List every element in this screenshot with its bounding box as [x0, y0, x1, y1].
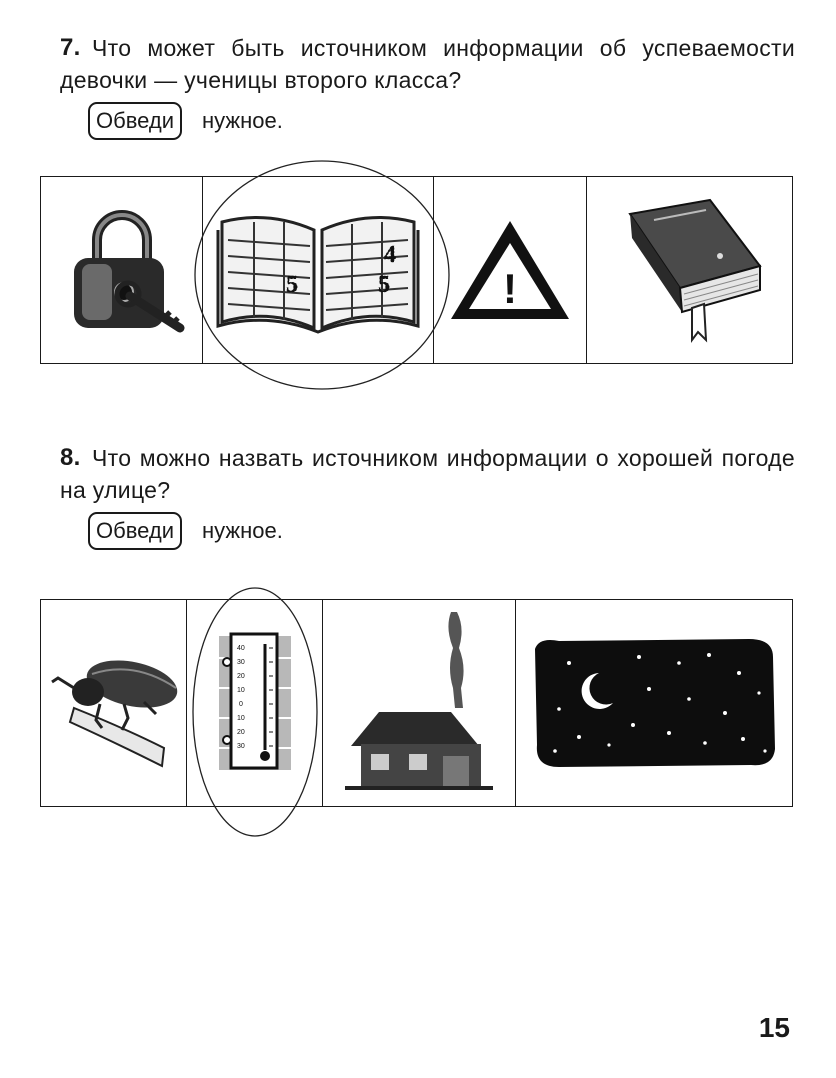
page-number: 15 [758, 1012, 790, 1043]
padlock-with-key-icon [52, 200, 192, 340]
instruction [88, 512, 795, 550]
exclamation-mark: ! [503, 265, 517, 312]
option-night-sky[interactable] [516, 600, 792, 806]
task-7-question [60, 32, 795, 96]
option-thermometer[interactable] [187, 600, 323, 806]
instruction [88, 102, 795, 140]
beetle-icon [44, 638, 184, 768]
scale-label: 30 [236, 743, 245, 750]
option-school-diary[interactable] [203, 177, 434, 363]
night-sky-icon [529, 633, 779, 773]
option-book[interactable] [587, 177, 792, 363]
instruction-keyword-box: Обведи [88, 102, 182, 140]
instruction-keyword-box: Обведи [88, 512, 182, 550]
scale-label: 0 [238, 701, 243, 708]
task-7 [60, 32, 795, 140]
scale-label: 20 [236, 673, 245, 680]
closed-book-icon [610, 190, 770, 350]
scale-label: 20 [236, 729, 245, 736]
task-7-options [40, 176, 793, 364]
option-warning-sign[interactable] [434, 177, 587, 363]
task-8 [60, 442, 795, 550]
task-number: 7. [60, 34, 81, 61]
grade-mark: 5 [378, 272, 390, 298]
option-house[interactable] [323, 600, 516, 806]
scale-label: 40 [236, 645, 245, 652]
grade-mark: 5 [286, 272, 298, 298]
task-8-question [60, 442, 795, 506]
scale-label: 10 [236, 715, 245, 722]
question-text: Что может быть источником информации об успеваемости девочки — ученицы второго класса? [60, 35, 795, 93]
instruction-text: нужное. [202, 518, 283, 543]
question-text: Что можно назвать источником информации о хорошей погоде на улице? [60, 445, 795, 503]
warning-sign-icon [445, 215, 575, 325]
option-beetle[interactable] [41, 600, 187, 806]
thermometer-icon [215, 628, 295, 778]
scale-label: 30 [236, 659, 245, 666]
school-diary-icon [208, 200, 428, 340]
instruction-text: нужное. [202, 108, 283, 133]
scale-label: 10 [236, 687, 245, 694]
task-8-options [40, 599, 793, 807]
house-with-chimney-icon [339, 608, 499, 798]
grade-mark: 4 [384, 242, 396, 268]
option-padlock[interactable] [41, 177, 203, 363]
task-number: 8. [60, 444, 81, 471]
